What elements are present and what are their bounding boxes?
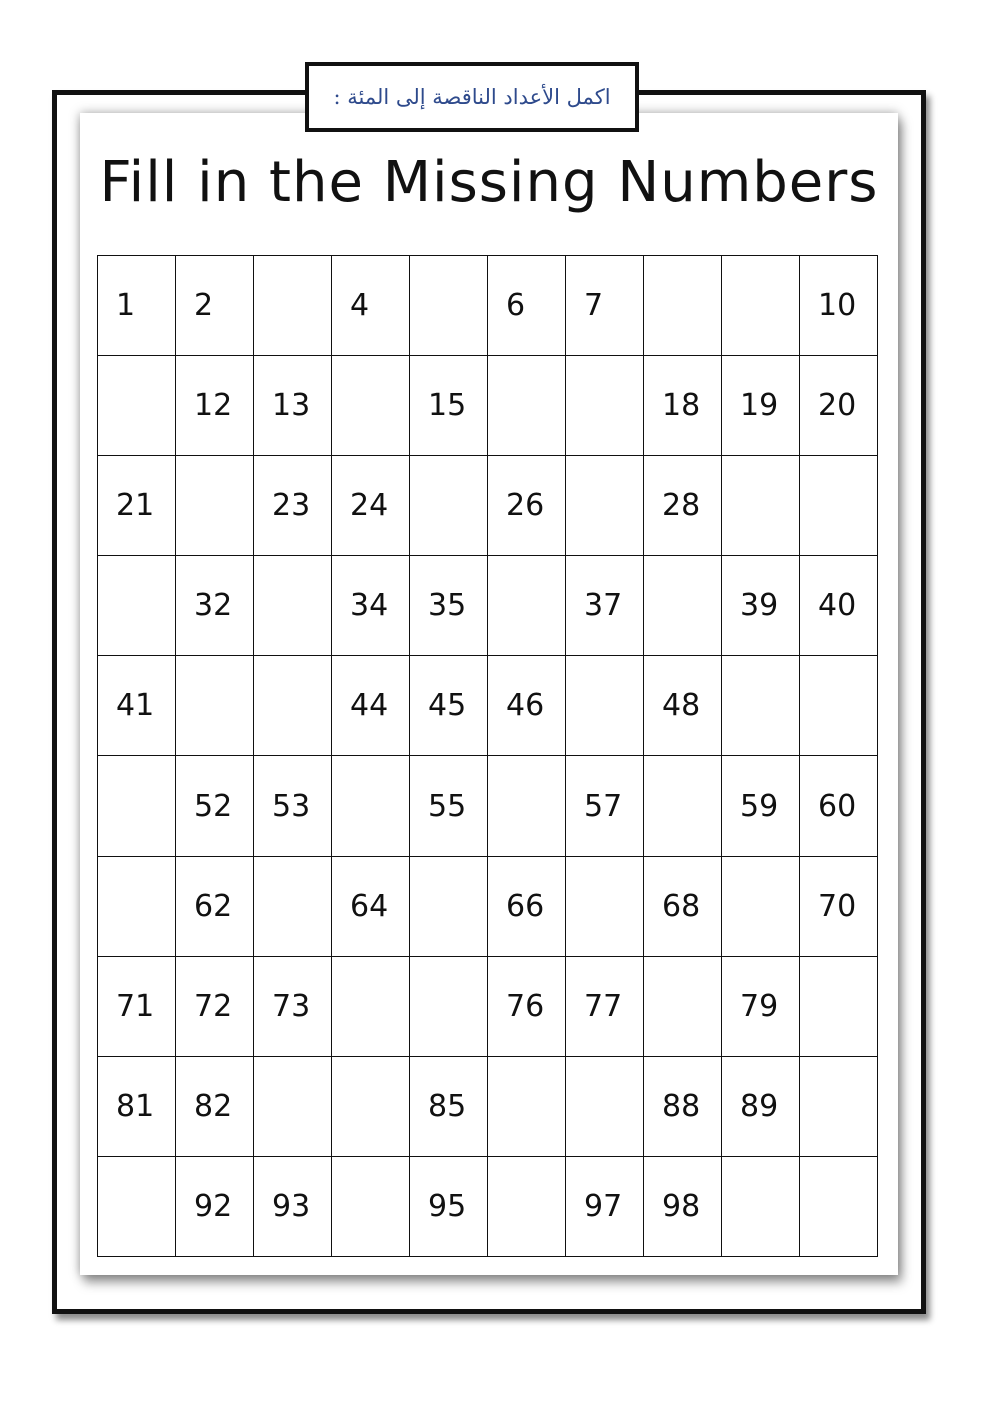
grid-cell-blank[interactable] xyxy=(488,356,566,456)
instruction-text: اكمل الأعداد الناقصة إلى المئة : xyxy=(333,85,611,109)
grid-cell-number: 20 xyxy=(800,356,878,456)
number-grid xyxy=(97,255,878,1257)
grid-cell-number: 39 xyxy=(722,556,800,656)
grid-cell-blank[interactable] xyxy=(176,456,254,556)
grid-cell-blank[interactable] xyxy=(410,456,488,556)
grid-cell-blank[interactable] xyxy=(410,256,488,356)
grid-cell-number: 73 xyxy=(254,956,332,1056)
grid-cell-blank[interactable] xyxy=(332,956,410,1056)
instruction-box xyxy=(305,62,639,132)
grid-cell-blank[interactable] xyxy=(644,556,722,656)
grid-cell-number: 44 xyxy=(332,656,410,756)
grid-cell-number: 68 xyxy=(644,856,722,956)
grid-cell-blank[interactable] xyxy=(98,856,176,956)
grid-cell-blank[interactable] xyxy=(644,256,722,356)
grid-cell-number: 93 xyxy=(254,1156,332,1256)
grid-cell-number: 95 xyxy=(410,1156,488,1256)
grid-cell-blank[interactable] xyxy=(800,956,878,1056)
grid-cell-number: 21 xyxy=(98,456,176,556)
grid-cell-blank[interactable] xyxy=(98,1156,176,1256)
grid-cell-blank[interactable] xyxy=(254,256,332,356)
grid-cell-number: 53 xyxy=(254,756,332,856)
grid-cell-number: 6 xyxy=(488,256,566,356)
grid-cell-blank[interactable] xyxy=(410,956,488,1056)
grid-cell-number: 77 xyxy=(566,956,644,1056)
grid-cell-number: 28 xyxy=(644,456,722,556)
grid-cell-number: 48 xyxy=(644,656,722,756)
grid-cell-blank[interactable] xyxy=(488,756,566,856)
grid-cell-number: 79 xyxy=(722,956,800,1056)
grid-cell-number: 7 xyxy=(566,256,644,356)
grid-cell-number: 62 xyxy=(176,856,254,956)
grid-cell-blank[interactable] xyxy=(488,1056,566,1156)
grid-cell-blank[interactable] xyxy=(98,756,176,856)
grid-cell-blank[interactable] xyxy=(488,1156,566,1256)
grid-row xyxy=(98,456,878,556)
grid-cell-number: 92 xyxy=(176,1156,254,1256)
grid-cell-blank[interactable] xyxy=(722,256,800,356)
grid-cell-number: 52 xyxy=(176,756,254,856)
grid-cell-number: 19 xyxy=(722,356,800,456)
grid-row xyxy=(98,256,878,356)
worksheet-title: Fill in the Missing Numbers xyxy=(99,150,879,215)
grid-cell-number: 24 xyxy=(332,456,410,556)
grid-cell-number: 1 xyxy=(98,256,176,356)
grid-row xyxy=(98,956,878,1056)
grid-cell-blank[interactable] xyxy=(566,356,644,456)
grid-cell-blank[interactable] xyxy=(332,356,410,456)
grid-cell-blank[interactable] xyxy=(410,856,488,956)
grid-cell-blank[interactable] xyxy=(644,956,722,1056)
grid-cell-blank[interactable] xyxy=(566,1056,644,1156)
grid-cell-number: 23 xyxy=(254,456,332,556)
grid-cell-blank[interactable] xyxy=(332,756,410,856)
grid-cell-number: 55 xyxy=(410,756,488,856)
grid-row xyxy=(98,856,878,956)
grid-cell-number: 46 xyxy=(488,656,566,756)
grid-cell-number: 37 xyxy=(566,556,644,656)
grid-cell-blank[interactable] xyxy=(254,556,332,656)
grid-cell-blank[interactable] xyxy=(566,656,644,756)
grid-cell-number: 59 xyxy=(722,756,800,856)
grid-cell-blank[interactable] xyxy=(98,556,176,656)
grid-cell-blank[interactable] xyxy=(800,1056,878,1156)
grid-cell-number: 10 xyxy=(800,256,878,356)
grid-cell-blank[interactable] xyxy=(722,856,800,956)
grid-cell-number: 85 xyxy=(410,1056,488,1156)
grid-cell-blank[interactable] xyxy=(722,456,800,556)
grid-cell-number: 2 xyxy=(176,256,254,356)
grid-cell-number: 81 xyxy=(98,1056,176,1156)
grid-cell-number: 60 xyxy=(800,756,878,856)
grid-cell-number: 88 xyxy=(644,1056,722,1156)
grid-cell-blank[interactable] xyxy=(98,356,176,456)
grid-cell-blank[interactable] xyxy=(722,656,800,756)
grid-row xyxy=(98,756,878,856)
grid-cell-number: 72 xyxy=(176,956,254,1056)
grid-cell-blank[interactable] xyxy=(644,756,722,856)
grid-cell-number: 97 xyxy=(566,1156,644,1256)
grid-row xyxy=(98,656,878,756)
grid-cell-blank[interactable] xyxy=(488,556,566,656)
grid-cell-number: 82 xyxy=(176,1056,254,1156)
grid-cell-blank[interactable] xyxy=(176,656,254,756)
grid-row xyxy=(98,356,878,456)
grid-cell-blank[interactable] xyxy=(332,1056,410,1156)
grid-cell-number: 4 xyxy=(332,256,410,356)
grid-cell-number: 71 xyxy=(98,956,176,1056)
grid-cell-blank[interactable] xyxy=(332,1156,410,1256)
grid-cell-blank[interactable] xyxy=(800,456,878,556)
grid-cell-blank[interactable] xyxy=(566,456,644,556)
grid-cell-number: 18 xyxy=(644,356,722,456)
grid-cell-number: 35 xyxy=(410,556,488,656)
grid-cell-number: 40 xyxy=(800,556,878,656)
grid-cell-blank[interactable] xyxy=(800,656,878,756)
grid-cell-number: 64 xyxy=(332,856,410,956)
grid-cell-blank[interactable] xyxy=(800,1156,878,1256)
grid-cell-blank[interactable] xyxy=(566,856,644,956)
grid-cell-blank[interactable] xyxy=(254,1056,332,1156)
grid-cell-blank[interactable] xyxy=(254,656,332,756)
grid-cell-blank[interactable] xyxy=(722,1156,800,1256)
grid-row xyxy=(98,556,878,656)
grid-cell-number: 13 xyxy=(254,356,332,456)
grid-cell-number: 45 xyxy=(410,656,488,756)
grid-cell-number: 76 xyxy=(488,956,566,1056)
grid-cell-number: 66 xyxy=(488,856,566,956)
grid-cell-number: 26 xyxy=(488,456,566,556)
grid-cell-blank[interactable] xyxy=(254,856,332,956)
grid-cell-number: 12 xyxy=(176,356,254,456)
grid-row xyxy=(98,1156,878,1256)
grid-cell-number: 15 xyxy=(410,356,488,456)
grid-cell-number: 57 xyxy=(566,756,644,856)
grid-cell-number: 34 xyxy=(332,556,410,656)
grid-cell-number: 98 xyxy=(644,1156,722,1256)
grid-cell-number: 32 xyxy=(176,556,254,656)
grid-cell-number: 41 xyxy=(98,656,176,756)
grid-row xyxy=(98,1056,878,1156)
grid-cell-number: 89 xyxy=(722,1056,800,1156)
grid-cell-number: 70 xyxy=(800,856,878,956)
